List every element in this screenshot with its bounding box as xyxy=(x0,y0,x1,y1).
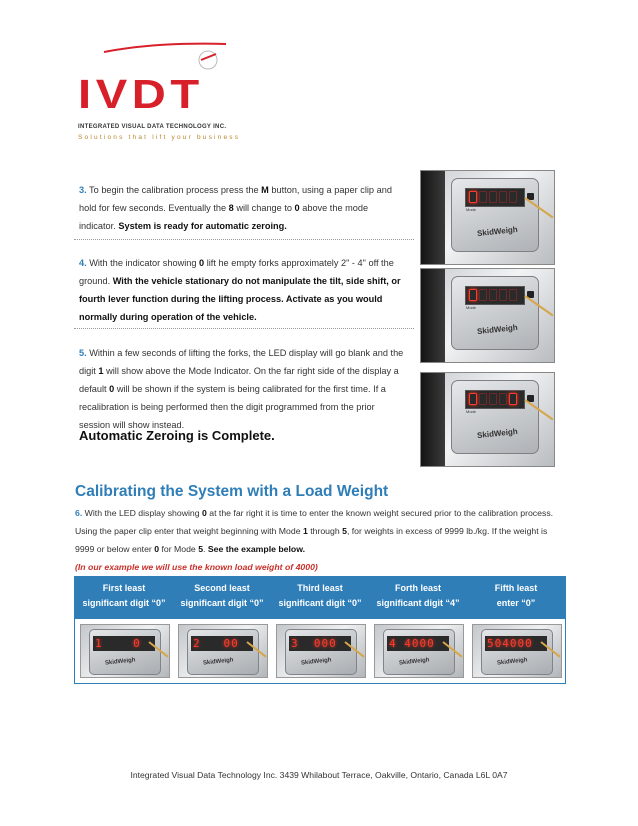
step-key: 1 xyxy=(98,366,104,376)
step-text: button, using a paper clip and hold for few seconds. Eventually the xyxy=(79,185,392,213)
device-brand: SkidWeigh xyxy=(476,322,519,337)
step-number: 5. xyxy=(79,348,87,358)
step-text: through xyxy=(307,526,343,536)
step-number: 3. xyxy=(79,185,87,195)
step-key: 0 xyxy=(294,203,300,213)
step-highlight: See the example below. xyxy=(207,544,306,554)
mode-label: Mode xyxy=(466,207,477,212)
device-brand: SkidWeigh xyxy=(104,657,136,667)
led-display-value: 4 4000 xyxy=(389,637,435,650)
step-key: 0 xyxy=(202,508,207,518)
page-footer-address: Integrated Visual Data Technology Inc. 3439 Whilabout Terrace, Oakville, Ontario, Canada L6L 0A7 xyxy=(130,770,508,780)
step-text: will show above the Mode Indicator. On the far right side of the display a default xyxy=(79,366,399,394)
step-text: With the indicator showing xyxy=(86,258,200,268)
step-text: , for weights in excess of 9999 lb./kg. If the weight is 9999 or below enter xyxy=(75,526,548,554)
step-key: 5 xyxy=(342,526,347,536)
column-header: Fifth least enter “0” xyxy=(494,583,538,608)
divider xyxy=(74,239,414,240)
step-key: M xyxy=(261,185,269,195)
step-text: With the LED display showing xyxy=(82,508,203,518)
automatic-zeroing-complete: Automatic Zeroing is Complete. xyxy=(79,428,275,443)
skidweigh-photo-step-5 xyxy=(420,372,555,467)
calibration-example-table xyxy=(74,576,566,684)
column-header: Second least significant digit “0” xyxy=(180,583,264,608)
device-brand: SkidWeigh xyxy=(476,224,519,239)
step-text: will be shown if the system is being calibrated for the first time. If a recalibration is being performed then the digit programmed from the prior session will show instead. xyxy=(79,384,386,430)
logo-mark: IVDT xyxy=(78,71,204,117)
mode-label: Mode xyxy=(466,409,477,414)
step-highlight: With the vehicle stationary do not manipulate the tilt, side shift, or fourth lever function during the lifting process. Activate as you would normally during operation of the vehicle. xyxy=(79,276,401,322)
step-key: 0 xyxy=(109,384,115,394)
step-text: above the mode indicator. xyxy=(79,203,369,231)
logo-tagline: Solutions that lift your business xyxy=(78,134,241,141)
step-key: 0 xyxy=(154,544,160,554)
led-display-value: 2 00 xyxy=(193,637,239,650)
column-header: Third least significant digit “0” xyxy=(278,583,362,608)
step-number: 6. xyxy=(75,508,83,518)
step-text: Within a few seconds of lifting the forks, the LED display will go blank and the digit xyxy=(79,348,404,376)
step-text: To begin the calibration process press the xyxy=(86,185,262,195)
divider xyxy=(74,328,414,329)
step-text: for Mode xyxy=(159,544,199,554)
led-display-value: 1 0 xyxy=(95,637,141,650)
step-3-text xyxy=(79,181,407,235)
calibration-section-title: Calibrating the System with a Load Weight xyxy=(75,483,389,500)
mode-label: Mode xyxy=(466,305,477,310)
company-logo xyxy=(76,38,241,141)
skidweigh-photo-step-4 xyxy=(420,268,555,363)
display-photo-digit-3 xyxy=(276,624,366,678)
step-5-text xyxy=(79,344,407,434)
display-photo-digit-5 xyxy=(472,624,562,678)
logo-company-name: INTEGRATED VISUAL DATA TECHNOLOGY INC. xyxy=(78,124,227,130)
step-6-text xyxy=(75,504,565,558)
step-highlight: System is ready for automatic zeroing. xyxy=(118,221,287,231)
skidweigh-photo-step-3 xyxy=(420,170,555,265)
led-display-value: 504000 xyxy=(487,637,533,650)
device-brand: SkidWeigh xyxy=(398,657,430,667)
column-header: First least significant digit “0” xyxy=(82,583,166,608)
device-brand: SkidWeigh xyxy=(300,657,332,667)
device-brand: SkidWeigh xyxy=(202,657,234,667)
table-header xyxy=(75,577,565,619)
step-text: at the far right it is time to enter the known weight secured prior to the calibration process. Using the paper clip enter that weight beginning with Mode xyxy=(75,508,554,536)
step-key: 1 xyxy=(302,526,308,536)
example-note: (In our example we will use the known load weight of 4000) xyxy=(75,562,318,572)
display-photo-digit-1 xyxy=(80,624,170,678)
step-key: 0 xyxy=(199,258,205,268)
column-header: Forth least significant digit “4” xyxy=(376,583,460,608)
step-key: 5 xyxy=(198,544,204,554)
step-text: . xyxy=(203,544,208,554)
step-text: lift he empty forks approximately 2" - 4" off the ground. xyxy=(79,258,394,286)
led-display-value: 3 000 xyxy=(291,637,337,650)
device-brand: SkidWeigh xyxy=(476,426,519,441)
display-photo-digit-4 xyxy=(374,624,464,678)
step-key: 8 xyxy=(228,203,234,213)
step-text: will change to xyxy=(233,203,295,213)
step-number: 4. xyxy=(79,258,87,268)
device-brand: SkidWeigh xyxy=(496,657,528,667)
step-4-text xyxy=(79,254,407,326)
display-photo-digit-2 xyxy=(178,624,268,678)
